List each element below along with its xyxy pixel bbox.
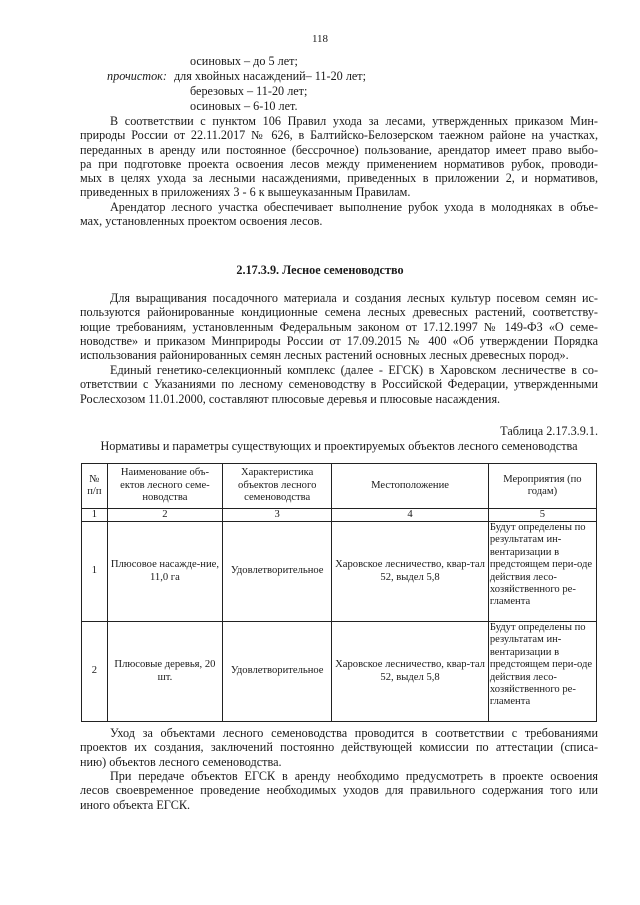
paragraph-care-objects (80, 726, 598, 769)
table-column-numbers-row (82, 509, 597, 522)
cell-number: 2 (82, 622, 108, 722)
list-line-3: березовых – 11-20 лет; (190, 84, 308, 98)
text-line: При передаче объектов ЕГСК в аренду необходимо предусмотреть в проекте освоения (110, 769, 598, 783)
text-line: Арендатор лесного участка обеспечивает выполнение рубок ухода в молодняках в объе- (110, 200, 598, 214)
text-line: ющие требованиям, установленным Федеральным законом от 17.12.1997 № 149-ФЗ «О семе- (80, 319, 598, 334)
seed-objects-table (81, 463, 597, 722)
cell-characteristic: Удовлетворительное (223, 622, 332, 722)
paragraph-tenant (80, 200, 598, 229)
cell-name: Плюсовые деревья, 20 шт. (107, 622, 222, 722)
text-line: приведенных в приложениях 3 - 6 к вышеуказанным Правилам. (80, 185, 411, 200)
paragraph-seed-material (80, 291, 598, 362)
text-line: проектов их создания, заключений постоянно действующей комиссии по аттестации (списа- (80, 740, 598, 755)
column-number: 4 (332, 509, 489, 522)
text-line: мых в целях ухода за лесными насаждениями, приведенных в приложении 2, и нормативов, (80, 171, 598, 186)
text-line: Для выращивания посадочного материала и создания лесных культур посевом семян ис- (110, 291, 598, 305)
header-number: № п/п (82, 464, 108, 509)
column-number: 2 (107, 509, 222, 522)
cell-location: Харовское лесничество, квар-тал 52, выдел 5,8 (332, 622, 489, 722)
text-line: ответствии с Указаниями по лесному семеноводству в Российской Федерации, утвержденными (80, 377, 598, 392)
list-line-4: осиновых – 6-10 лет. (190, 99, 298, 113)
text-line: нию) объектов лесного семеноводства. (80, 754, 282, 769)
text-line: иного объекта ЕГСК. (80, 797, 191, 812)
column-number: 1 (82, 509, 108, 522)
list-line-1: осиновых – до 5 лет; (190, 54, 298, 68)
paragraph-lease-transfer (80, 769, 598, 812)
text-line: переданных в аренду или постоянное (бессрочное) пользование, арендатор имеет право выбо- (80, 142, 598, 157)
header-measures: Мероприятия (по годам) (488, 464, 596, 509)
table-header-row (82, 464, 597, 509)
text-line: природы России от 22.11.2017 № 626, в Балтийско-Белозерском таежном районе на участках, (80, 128, 598, 143)
text-line: новодстве» и приказом Минприроды России от 17.09.2015 № 400 «Об утверждении Порядка (80, 333, 598, 348)
text-line: Рослесхозом 11.01.2000, составляют плюсовые деревья и плюсовые насаждения. (80, 391, 501, 406)
cell-name: Плюсовое насажде-ние, 11,0 га (107, 522, 222, 622)
list-line-2 (107, 69, 366, 84)
text-line: ра при подготовке проекта освоения лесов между применением нормативов рубок, проводи- (80, 156, 598, 171)
text-line: пользуются районированные кондиционные семена лесных древесных растений, соответству- (80, 305, 598, 320)
text-line: Уход за объектами лесного семеноводства проводится в соответствии с требованиями (110, 726, 598, 740)
list-line-2-text: для хвойных насаждений– 11-20 лет; (173, 69, 367, 83)
paragraph-egsk (80, 363, 598, 406)
text-line: использования районированных семян лесных растений основных лесных древесных пород». (80, 348, 569, 363)
text-line: мах, установленных проектом освоения лесов. (80, 214, 323, 229)
column-number: 5 (488, 509, 596, 522)
table-caption: Нормативы и параметры существующих и проектируемых объектов лесного семеноводства (100, 439, 578, 453)
cell-location: Харовское лесничество, квар-тал 52, выдел 5,8 (332, 522, 489, 622)
list-label-cleaning: прочисток: (107, 69, 167, 83)
cell-measures: Будут определены по результатам ин-вентаризации в предстоящем пери-оде действия лесо-хозяйственного ре-гламента (488, 622, 596, 722)
header-characteristic: Характеристика объектов лесного семеноводства (223, 464, 332, 509)
text-line: В соответствии с пунктом 106 Правил ухода за лесами, утвержденных приказом Мин- (110, 114, 598, 128)
paragraph-care-rules (80, 114, 598, 200)
section-heading: 2.17.3.9. Лесное семеноводство (236, 263, 404, 277)
text-line: лесов своевременное проведение необходимых уходов для правильного содержания того или (80, 783, 598, 798)
page-number: 118 (311, 33, 329, 45)
cell-number: 1 (82, 522, 108, 622)
header-name: Наименование объ-ектов лесного семе-новодства (107, 464, 222, 509)
cell-characteristic: Удовлетворительное (223, 522, 332, 622)
table-number: Таблица 2.17.3.9.1. (500, 424, 598, 438)
header-location: Местоположение (332, 464, 489, 509)
column-number: 3 (223, 509, 332, 522)
table-row (82, 622, 597, 722)
text-line: Единый генетико-селекционный комплекс (далее - ЕГСК) в Харовском лесничестве в со- (110, 363, 598, 377)
table-row (82, 522, 597, 622)
cell-measures: Будут определены по результатам ин-вентаризации в предстоящем пери-оде действия лесо-хозяйственного ре-гламента (488, 522, 596, 622)
